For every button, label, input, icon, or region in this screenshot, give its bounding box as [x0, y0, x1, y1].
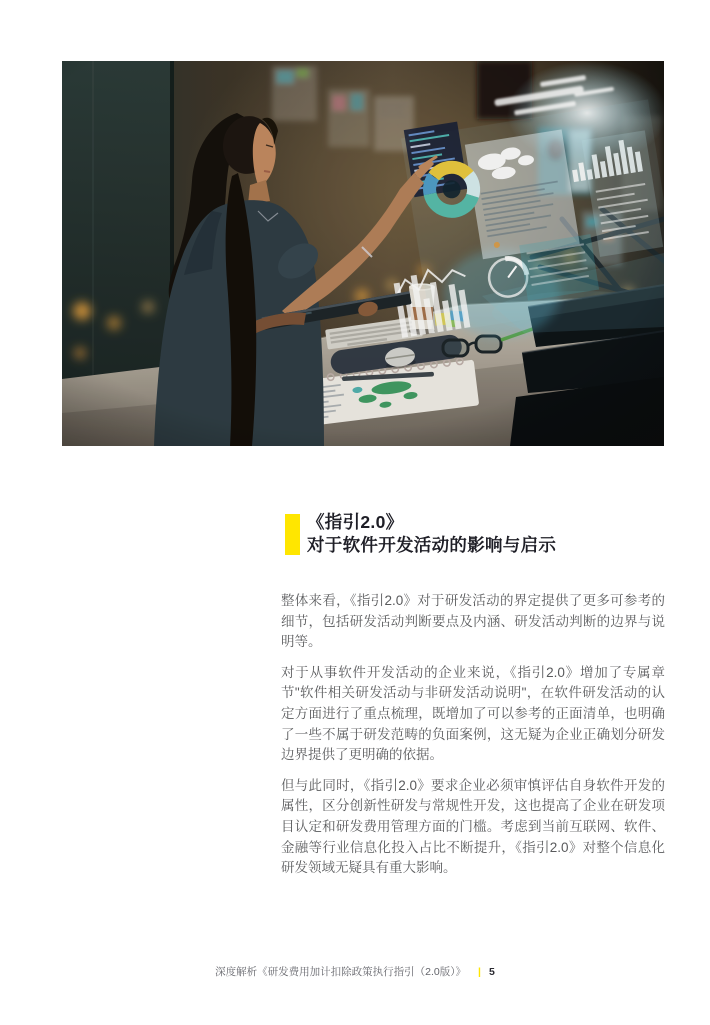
- paragraph-3: 但与此同时，《指引2.0》要求企业必须审慎评估自身软件开发的属性，区分创新性研发与常规性开发，这也提高了企业在研发项目认定和研发费用管理方面的门槛。考虑到当前互联网、软件、金融等行业信息化投入占比不断提升，《指引2.0》对整个信息化研发领域无疑具有重大影响。: [281, 777, 665, 876]
- footer-title: 深度解析《研发费用加计扣除政策执行指引（2.0版）》: [215, 966, 467, 978]
- heading-line-1: 《指引2.0》: [307, 512, 404, 532]
- paragraph-2: 对于从事软件开发活动的企业来说，《指引2.0》增加了专属章节"软件相关研发活动与非研发活动说明"，在软件研发活动的认定方面进行了重点梳理，既增加了可以参考的正面清单，也明确了一些不属于研发范畴的负面案例，这无疑为企业正确划分研发边界提供了更明确的依据。: [281, 664, 665, 763]
- heading-line-2: 对于软件开发活动的影响与启示: [307, 534, 557, 555]
- accent-bar: [285, 514, 300, 555]
- section-heading: [285, 511, 556, 556]
- page-footer: [0, 965, 710, 979]
- hero-photo-illustration: [62, 61, 664, 446]
- section-body: [281, 591, 665, 889]
- footer-page-number: 5: [488, 966, 495, 978]
- section-heading-text: [307, 511, 556, 556]
- footer-separator: |: [478, 966, 481, 978]
- paragraph-1: 整体来看，《指引2.0》对于研发活动的界定提供了更多可参考的细节，包括研发活动判断要点及内涵、研发活动判断的边界与说明等。: [281, 593, 665, 650]
- hero-photo: [62, 61, 664, 446]
